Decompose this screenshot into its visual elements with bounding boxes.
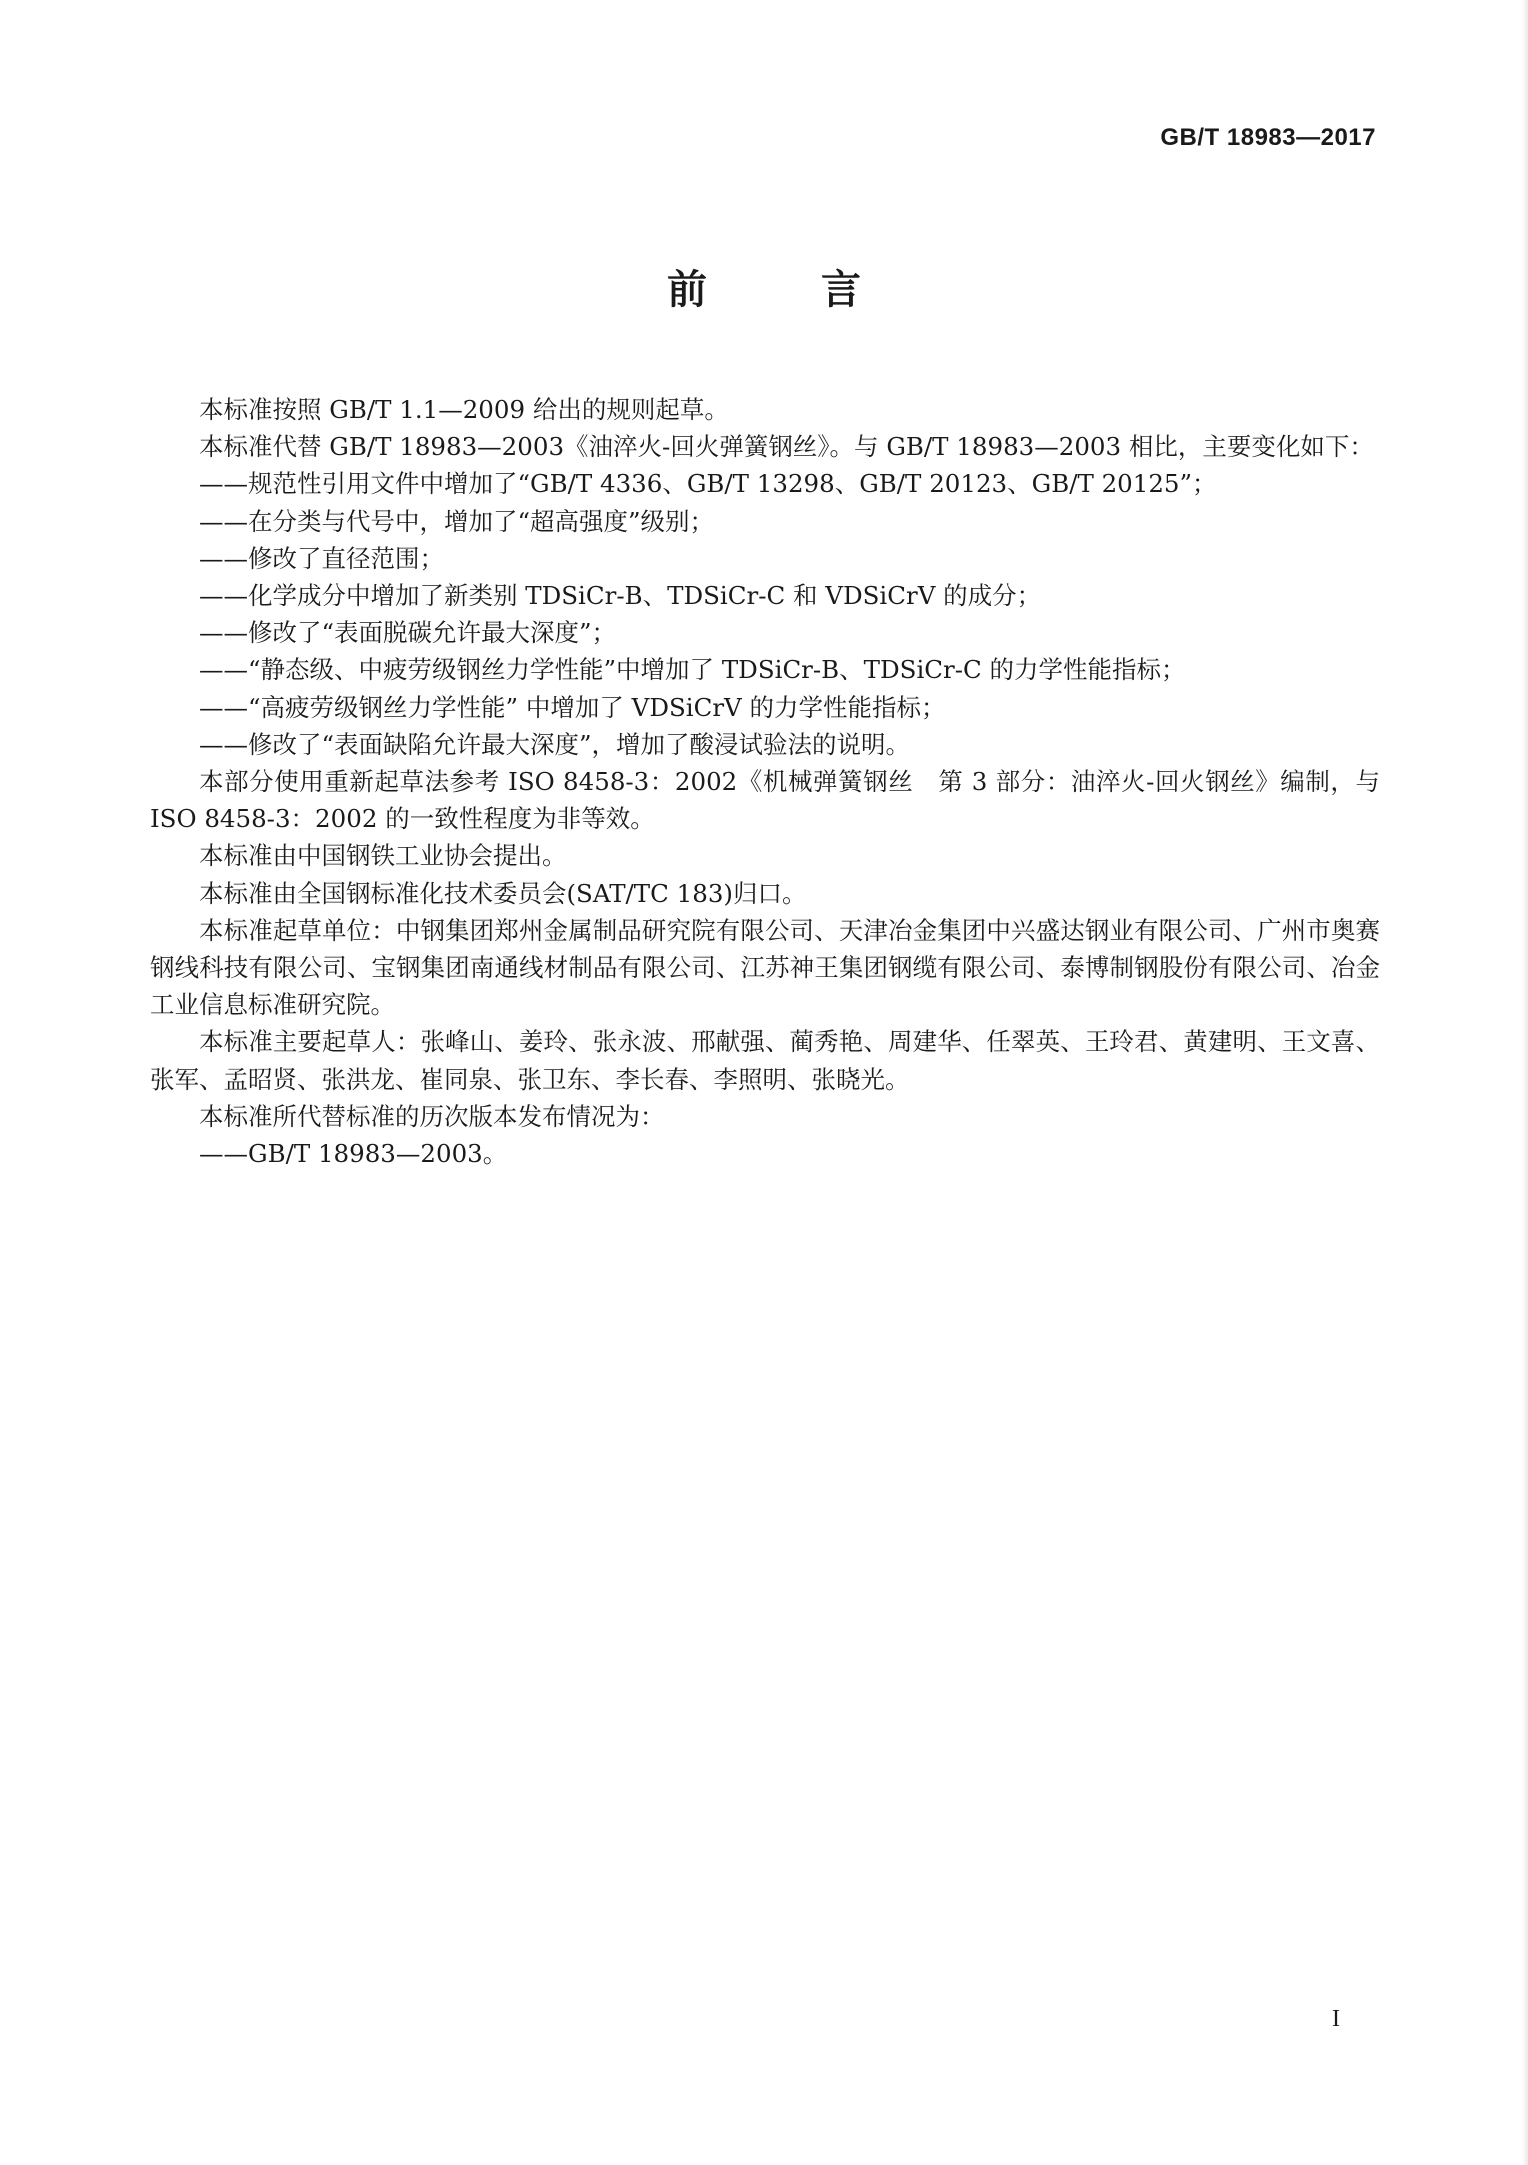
standard-number: GB/T 18983—2017 [1160,124,1376,151]
foreword-body [150,391,1380,1172]
paragraph: 本标准代替 GB/T 18983—2003《油淬火-回火弹簧钢丝》。与 GB/T 18983—2003 相比，主要变化如下： [199,432,1374,462]
page-number: I [1332,2006,1340,2032]
paragraph: 本标准主要起草人：张峰山、姜玲、张永波、邢献强、蔺秀艳、周建华、任翠英、王玲君、黄建明、王文喜、张军、孟昭贤、张洪龙、崔同泉、张卫东、李长春、李照明、张晓光。 [150,1027,1380,1094]
change-item: ——修改了“表面缺陷允许最大深度”，增加了酸浸试验法的说明。 [199,729,911,759]
history-item: ——GB/T 18983—2003。 [199,1139,508,1169]
change-item: ——修改了“表面脱碳允许最大深度”； [199,618,617,648]
page-edge-shadow [1522,0,1528,2165]
change-item: ——规范性引用文件中增加了“GB/T 4336、GB/T 13298、GB/T 20123、GB/T 20125”； [199,469,1217,499]
change-item: ——修改了直径范围； [199,543,444,573]
paragraph: 本标准由全国钢标准化技术委员会(SAT/TC 183)归口。 [199,878,807,908]
paragraph: 本标准所代替标准的历次版本发布情况为： [199,1101,665,1131]
paragraph: 本部分使用重新起草法参考 ISO 8458-3：2002《机械弹簧钢丝 第 3 部分：油淬火-回火钢丝》编制，与 ISO 8458-3：2002 的一致性程度为非等效。 [150,767,1380,834]
paragraph: 本标准由中国钢铁工业协会提出。 [199,841,567,871]
paragraph: 本标准按照 GB/T 1.1—2009 给出的规则起草。 [199,395,729,424]
page-title: 前 言 [667,267,911,313]
change-item: ——在分类与代号中，增加了“超高强度”级别； [199,506,715,536]
change-item: ——“静态级、中疲劳级钢丝力学性能”中增加了 TDSiCr-B、TDSiCr-C 的力学性能指标； [199,655,1186,685]
paragraph: 本标准起草单位：中钢集团郑州金属制品研究院有限公司、天津冶金集团中兴盛达钢业有限公司、广州市奥赛钢线科技有限公司、宝钢集团南通线材制品有限公司、江苏神王集团钢缆有限公司、泰博制钢股份有限公司、冶金工业信息标准研究院。 [150,915,1380,1020]
change-item: ——化学成分中增加了新类别 TDSiCr-B、TDSiCr-C 和 VDSiCrV 的成分； [199,581,1042,611]
change-item: ——“高疲劳级钢丝力学性能” 中增加了 VDSiCrV 的力学性能指标； [199,692,946,722]
